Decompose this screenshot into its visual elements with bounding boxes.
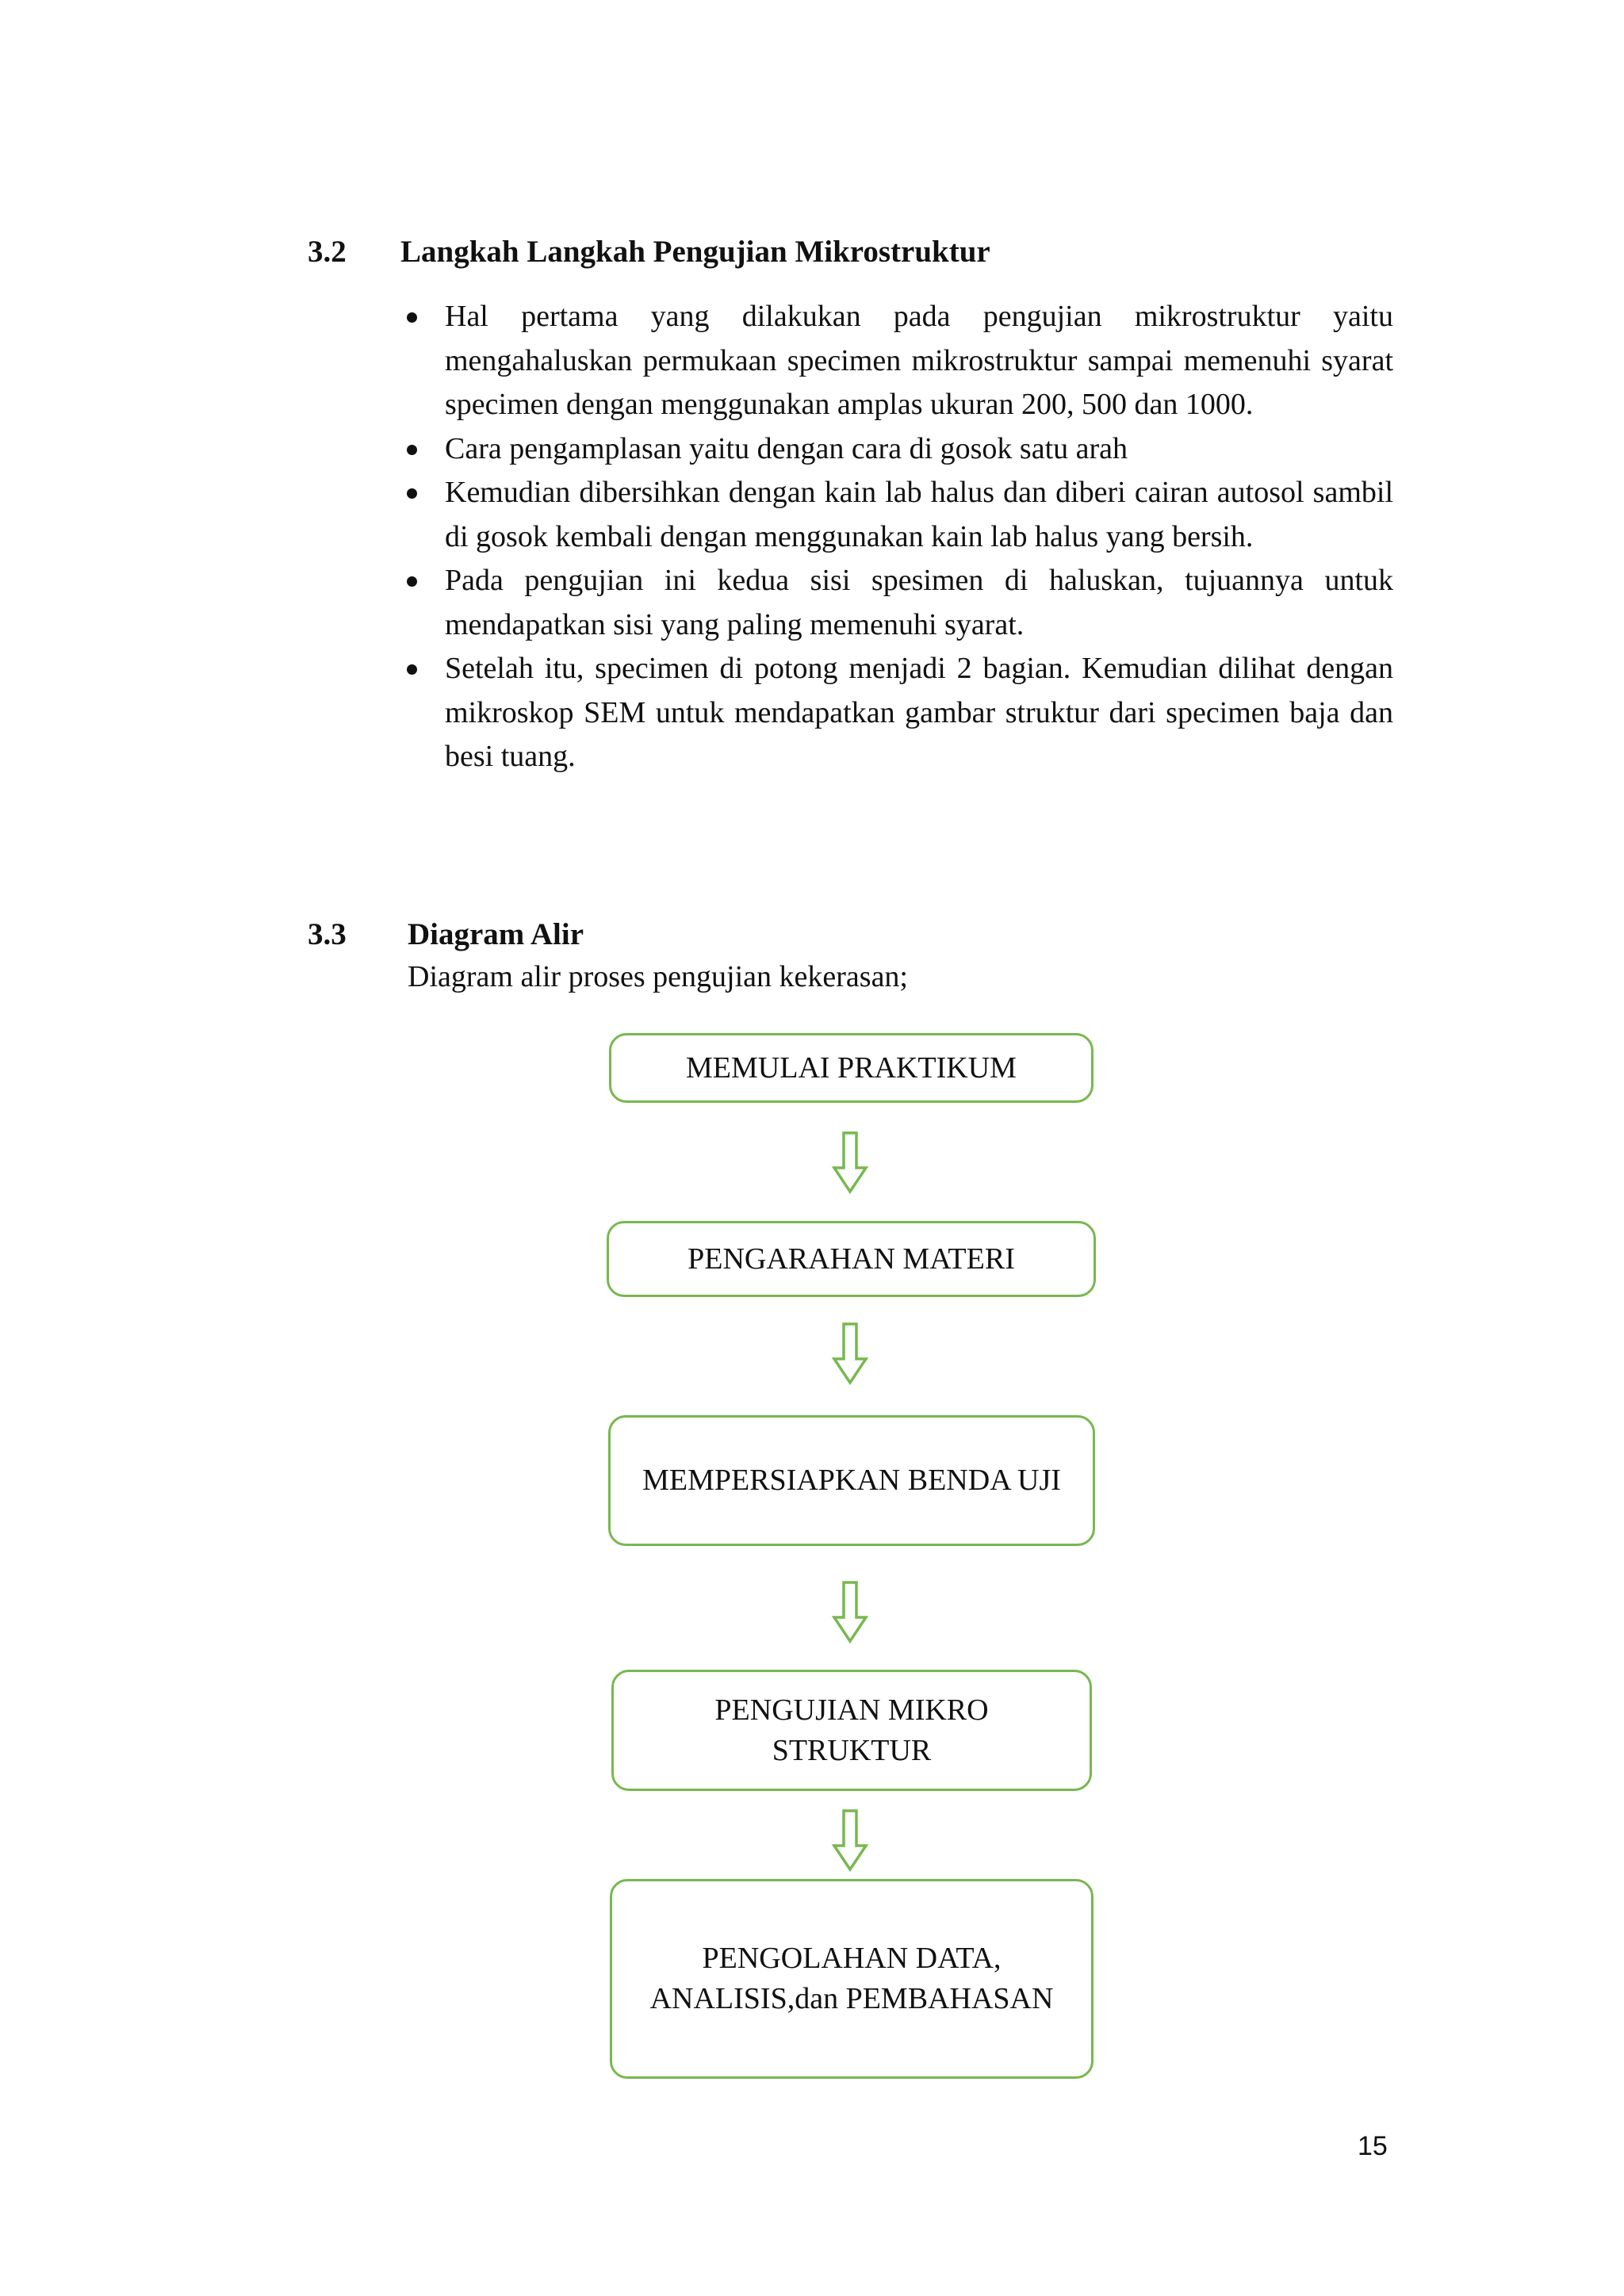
flowchart-intro: Diagram alir proses pengujian kekerasan; — [408, 960, 908, 993]
flow-step-prepare-specimen — [608, 1415, 1095, 1546]
section-heading-3-3 — [0, 913, 1624, 957]
flow-step-label: PENGARAHAN MATERI — [688, 1242, 1015, 1276]
hollow-down-arrow-icon — [831, 1131, 869, 1195]
flow-step-label: PENGUJIAN MIKRO STRUKTUR — [714, 1693, 989, 1767]
flow-step-briefing — [607, 1221, 1096, 1297]
section-title: Diagram Alir — [408, 917, 584, 951]
list-item: Pada pengujian ini kedua sisi spesimen di haluskan, tujuannya untuk mendapatkan sisi yang paling memenuhi syarat. — [404, 559, 1393, 647]
bullet-icon — [407, 445, 417, 455]
flow-step-start — [609, 1033, 1094, 1103]
bullet-icon — [407, 312, 417, 323]
hollow-down-arrow-icon — [831, 1809, 869, 1873]
list-item: Setelah itu, specimen di potong menjadi 2 bagian. Kemudian dilihat dengan mikroskop SEM untuk mendapatkan gambar struktur dari specimen baja dan besi tuang. — [404, 647, 1393, 779]
flow-step-data-analysis — [610, 1879, 1094, 2079]
list-item: Kemudian dibersihkan dengan kain lab halus dan diberi cairan autosol sambil di gosok kembali dengan menggunakan kain lab halus yang bersih. — [404, 471, 1393, 559]
flow-step-label: MEMULAI PRAKTIKUM — [686, 1050, 1017, 1085]
section-title: Langkah Langkah Pengujian Mikrostruktur — [400, 235, 990, 269]
flow-step-label: PENGOLAHAN DATA, ANALISIS,dan PEMBAHASAN — [649, 1942, 1054, 2015]
list-item: Cara pengamplasan yaitu dengan cara di gosok satu arah — [404, 427, 1393, 472]
list-item: Hal pertama yang dilakukan pada pengujian mikrostruktur yaitu mengahaluskan permukaan specimen mikrostruktur sampai memenuhi syarat specimen dengan menggunakan amplas ukuran 200, 500 dan 1000. — [404, 295, 1393, 427]
procedure-steps-list — [404, 295, 1393, 779]
page-number: 15 — [1358, 2131, 1388, 2161]
bullet-icon — [407, 576, 417, 587]
hollow-down-arrow-icon — [831, 1581, 869, 1644]
flow-step-label: MEMPERSIAPKAN BENDA UJI — [642, 1464, 1061, 1497]
hollow-down-arrow-icon — [831, 1322, 869, 1386]
bullet-icon — [407, 488, 417, 499]
section-number: 3.2 — [308, 235, 347, 269]
flow-step-microstructure-test — [611, 1670, 1092, 1791]
bullet-icon — [407, 664, 417, 675]
section-heading-3-2 — [0, 230, 1624, 274]
section-number: 3.3 — [308, 917, 347, 951]
